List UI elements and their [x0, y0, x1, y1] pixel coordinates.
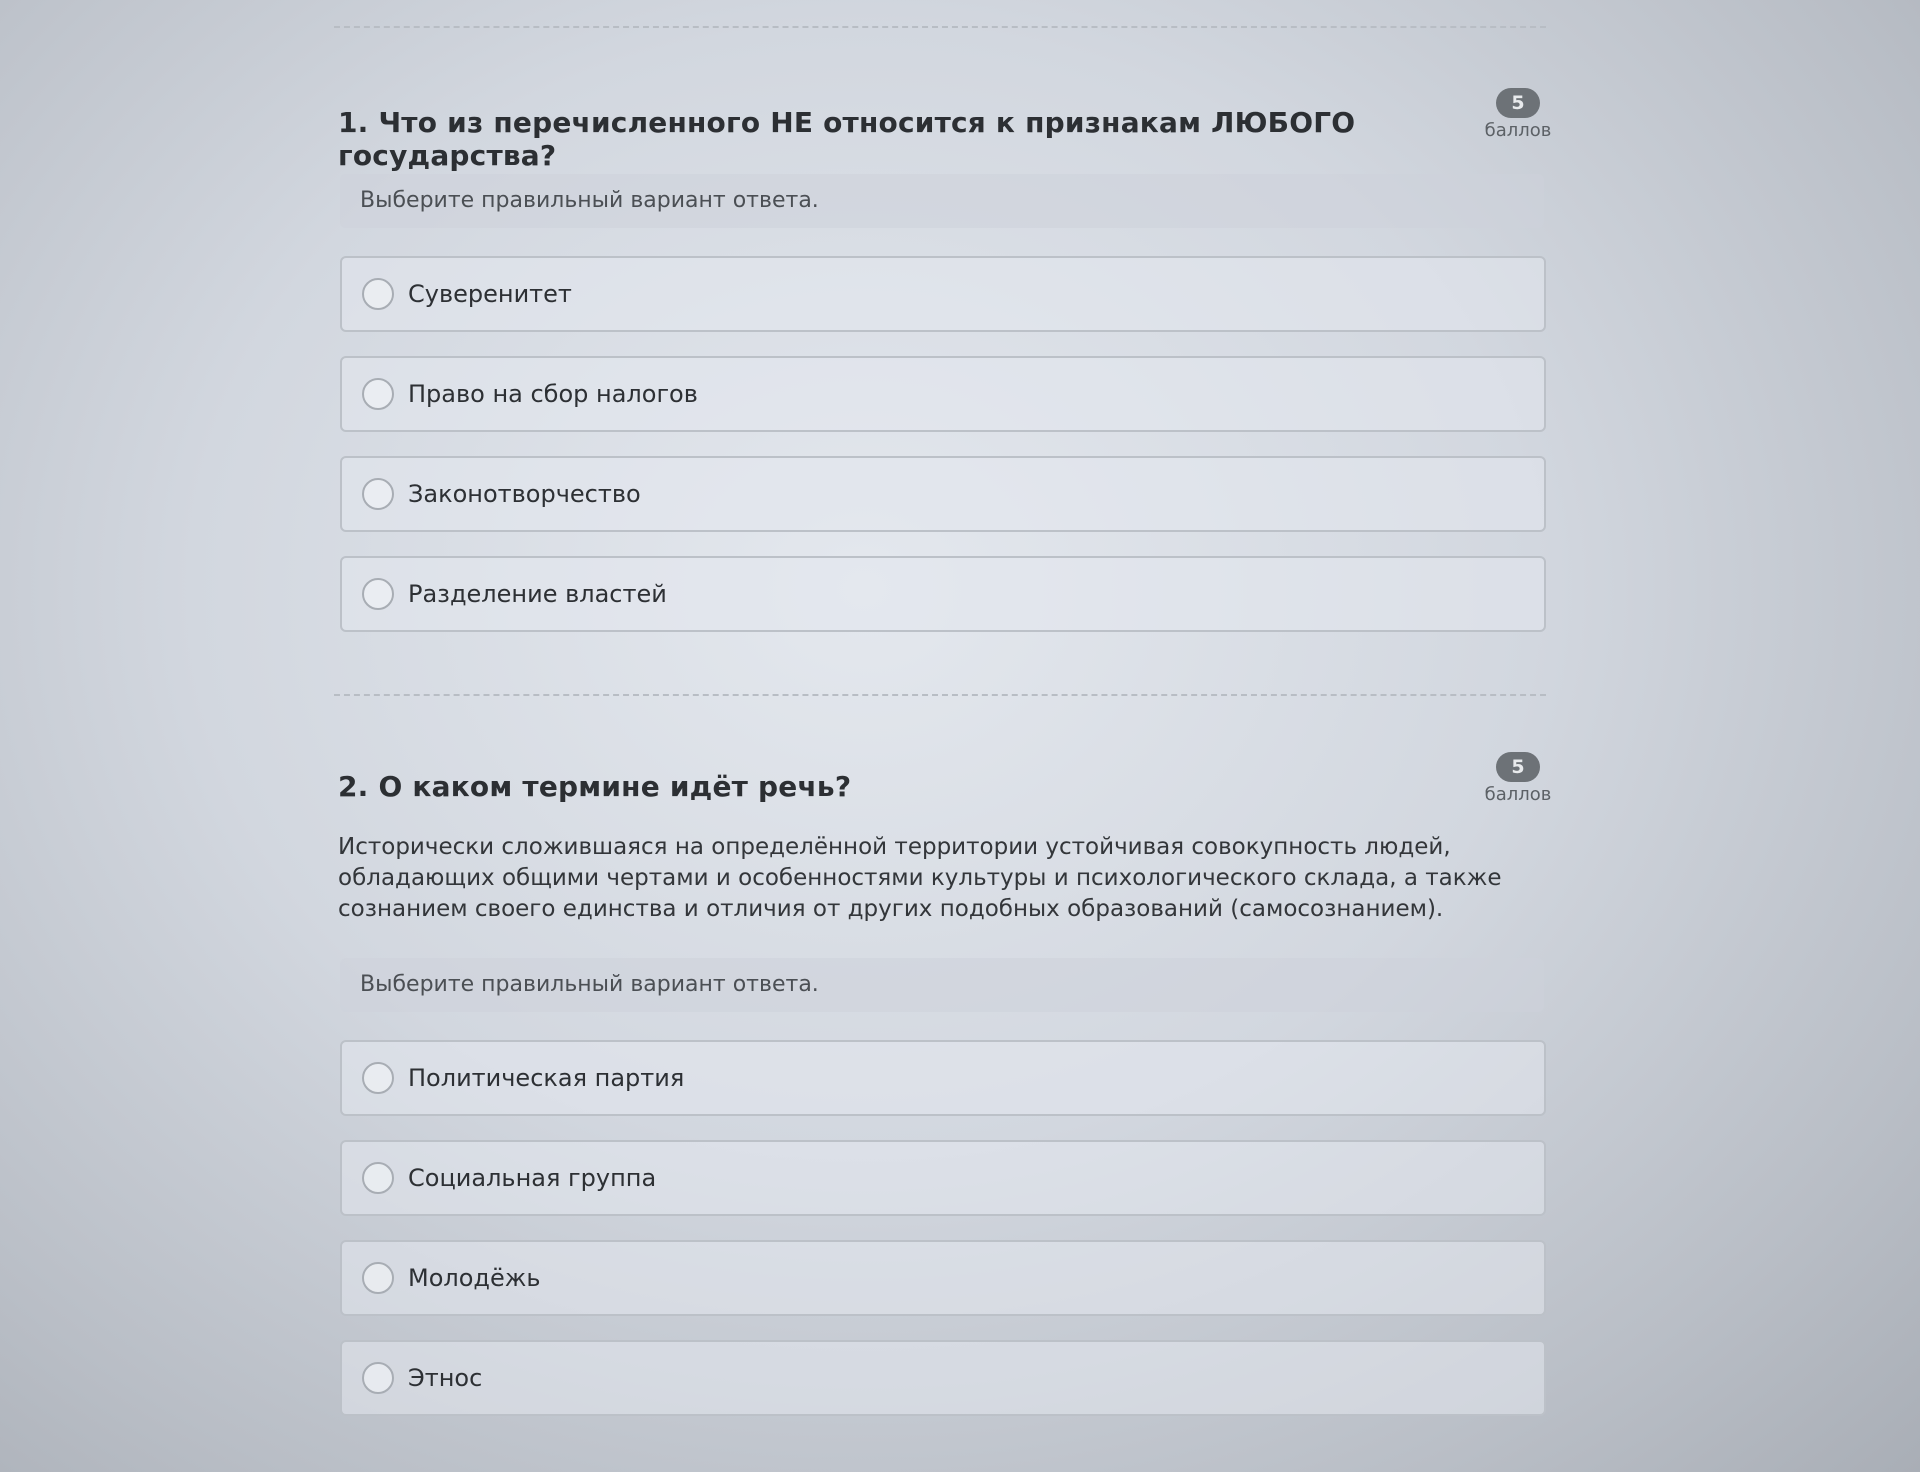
option-lawmaking[interactable] [340, 456, 1546, 532]
radio-button[interactable] [362, 1262, 394, 1294]
quiz-page [320, 0, 1560, 1472]
answer-options [340, 1040, 1546, 1440]
radio-button[interactable] [362, 1162, 394, 1194]
answer-instruction: Выберите правильный вариант ответа. [340, 958, 1544, 1012]
question-title [338, 770, 851, 803]
answer-instruction: Выберите правильный вариант ответа. [340, 174, 1544, 228]
radio-button[interactable] [362, 1362, 394, 1394]
question-divider [334, 694, 1546, 696]
option-social-group[interactable] [340, 1140, 1546, 1216]
option-label: Суверенитет [408, 280, 572, 308]
question-text: О каком термине идёт речь? [378, 770, 852, 803]
option-label: Этнос [408, 1364, 483, 1392]
option-label: Социальная группа [408, 1164, 657, 1192]
points-indicator [1478, 752, 1558, 805]
option-youth[interactable] [340, 1240, 1546, 1316]
answer-options [340, 256, 1546, 656]
question-1 [338, 92, 1558, 646]
question-2 [338, 756, 1558, 1430]
option-ethnos[interactable] [340, 1340, 1546, 1416]
option-label: Законотворчество [408, 480, 641, 508]
option-tax-right[interactable] [340, 356, 1546, 432]
option-label: Политическая партия [408, 1064, 685, 1092]
radio-button[interactable] [362, 478, 394, 510]
question-number: 2. [338, 770, 369, 803]
question-text: Что из перечисленного НЕ относится к признакам ЛЮБОГО государства? [338, 106, 1356, 172]
question-description: Исторически сложившаяся на определённой территории устойчивая совокупность людей, обладающих общими чертами и особенностями культуры и психологического склада, а также сознанием своего единства и отличия от других подобных образований (самосознанием). [338, 834, 1502, 922]
question-number: 1. [338, 106, 369, 139]
option-political-party[interactable] [340, 1040, 1546, 1116]
question-title [338, 106, 1558, 172]
radio-button[interactable] [362, 578, 394, 610]
option-separation-of-powers[interactable] [340, 556, 1546, 632]
radio-button[interactable] [362, 1062, 394, 1094]
points-label: баллов [1484, 120, 1552, 141]
points-label: баллов [1484, 784, 1552, 805]
option-label: Право на сбор налогов [408, 380, 698, 408]
radio-button[interactable] [362, 278, 394, 310]
points-badge: 5 [1496, 752, 1540, 782]
points-indicator [1478, 88, 1558, 141]
option-sovereignty[interactable] [340, 256, 1546, 332]
points-badge: 5 [1496, 88, 1540, 118]
option-label: Молодёжь [408, 1264, 541, 1292]
option-label: Разделение властей [408, 580, 667, 608]
radio-button[interactable] [362, 378, 394, 410]
top-divider [334, 26, 1546, 28]
